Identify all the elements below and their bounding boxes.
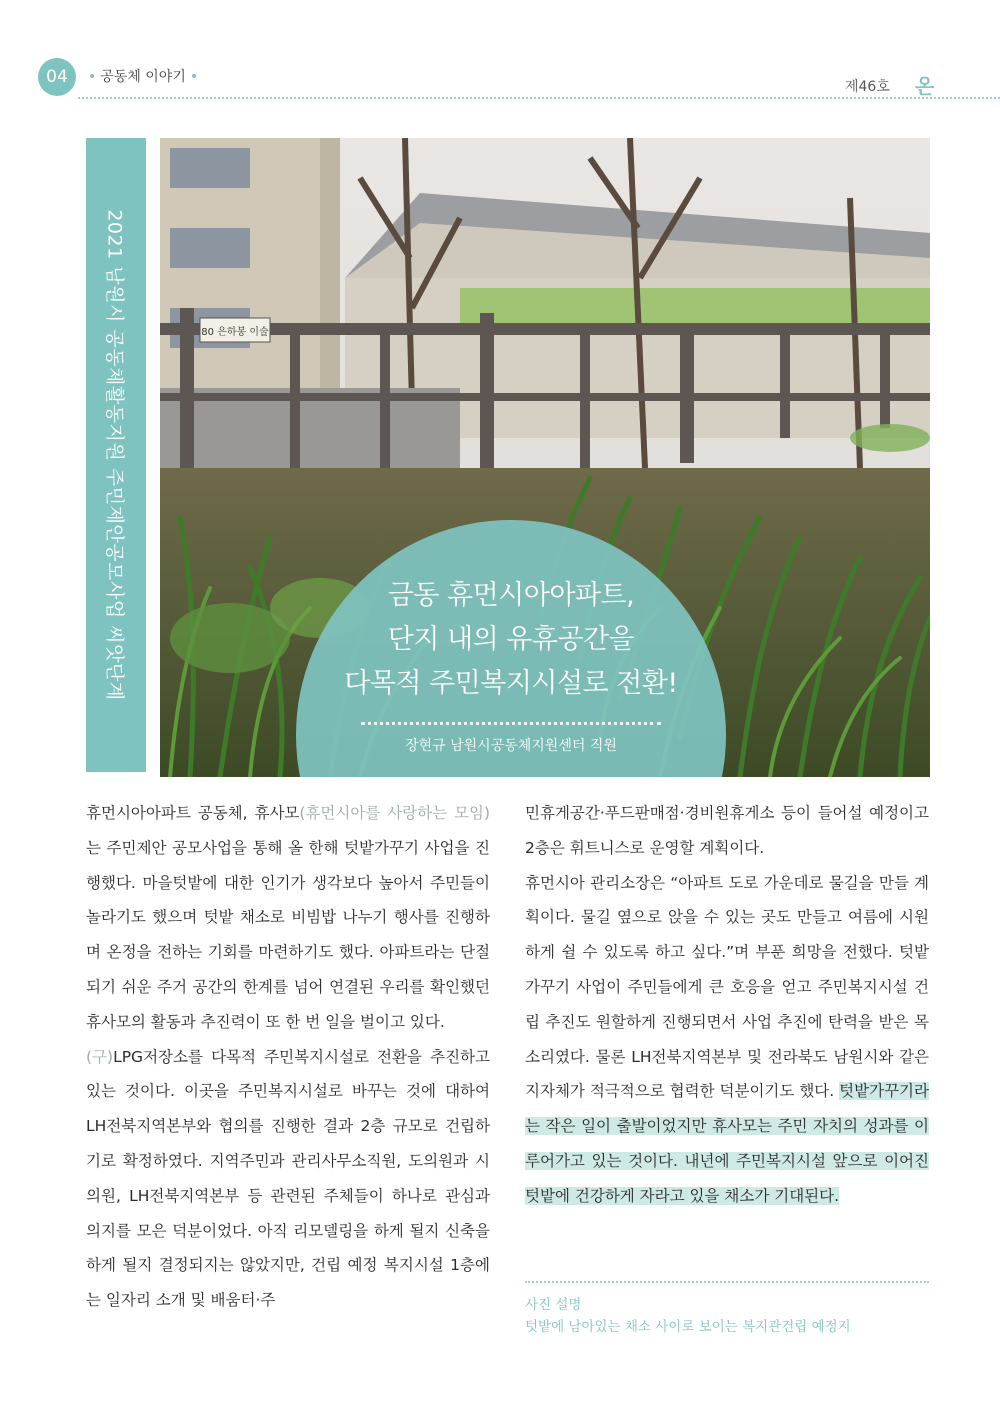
header-divider [78, 97, 1000, 99]
paragraph [86, 796, 490, 1040]
highlighted-text: 텃밭가꾸기라는 작은 일이 출발이었지만 휴사모는 주민 자치의 성과를 이루어가고 있는 것이다. 내년에 주민복지시설 앞으로 이어진 텃밭에 건강하게 자라고 있을 채소가 기대된다. [525, 1082, 929, 1205]
garden-sign-text: 80 은하봉 이술 [201, 327, 269, 338]
title-divider [361, 722, 661, 725]
paragraph [86, 1040, 490, 1318]
caption-divider [525, 1281, 929, 1283]
paragraph-text: 휴먼시아 관리소장은 “아파트 도로 가운데로 물길을 만들 계획이다. 물길 옆으로 앉을 수 있는 곳도 만들고 여름에 시원하게 쉴 수 있도록 하고 싶다.”며 부푼 희망을 전했다. 텃밭가꾸기 사업이 주민들에게 큰 호응을 얻고 주민복지시설 건립 추진도 원할하게 진행되면서 사업 추진에 탄력을 받은 목소리였다. 물론 LH전북지역본부 및 전라북도 남원시와 같은 지자체가 적극적으로 협력한 덕분이기도 했다. [525, 873, 929, 1101]
issue-number: 제46호 [845, 79, 890, 95]
body-column-right [525, 796, 929, 1214]
caption-text: 텃밭에 남아있는 채소 사이로 보이는 복지관건립 예정지 [525, 1319, 851, 1335]
bullet-icon: • [189, 69, 199, 85]
paragraph-text: LPG저장소를 다목적 주민복지시설로 전환을 추진하고 있는 것이다. 이곳을 주민복지시설로 바꾸는 것에 대하여 LH전북지역본부와 협의를 진행한 결과 2층 규모로 건립하기로 확정하였다. 지역주민과 관리사무소직원, 도의원과 시의원, LH전북지역본부 등 관련된 주체들이 하나로 관심과 의지를 모은 덕분이었다. 아직 리모델링을 하게 될지 신축을 하게 될지 결정되지는 않았지만, 건립 예정 복지시설 1층에는 일자리 소개 및 배움터·주 [86, 1047, 490, 1310]
aside-text: (구) [86, 1047, 114, 1066]
caption-title: 사진 설명 [525, 1297, 582, 1313]
bullet-icon: • [88, 69, 97, 85]
title-line-2: 단지 내의 유휴공간을 [387, 624, 635, 655]
paragraph [525, 866, 929, 1214]
title-line-1: 금동 휴먼시아아파트, [387, 580, 635, 611]
paragraph: 민휴게공간·푸드판매점·경비원휴게소 등이 들어설 예정이고 2층은 휘트니스로 운영할 계획이다. [525, 804, 929, 857]
paragraph-text: 는 주민제안 공모사업을 통해 올 한해 텃밭가꾸기 사업을 진행했다. 마을텃밭에 대한 인기가 생각보다 높아서 주민들이 놀라기도 했으며 텃밭 채소로 비빔밥 나누기 행사를 진행하며 온정을 전하는 기회를 마련하기도 했다. 아파트라는 단절되기 쉬운 주거 공간의 한계를 넘어 연결된 우리를 확인했던 휴사모의 활동과 추진력이 또 한 번 일을 벌이고 있다. [86, 838, 490, 1031]
article-title-block [296, 574, 726, 755]
magazine-logo: 온 [915, 74, 935, 98]
body-column-left [86, 796, 490, 1318]
series-side-band [86, 138, 146, 772]
section-title: 공동체 이야기 [100, 69, 186, 85]
title-line-3: 다목적 주민복지시설로 전환! [344, 668, 678, 699]
series-label: 2021 남원시 공동체활동지원 주민제안공모사업 씨앗단계 [103, 209, 126, 701]
section-label [84, 66, 202, 86]
paragraph-text: 휴먼시아아파트 공동체, 휴사모 [86, 804, 300, 822]
aside-text: (휴먼시아를 사랑하는 모임) [299, 804, 490, 822]
page-number-badge: 04 [38, 58, 76, 96]
article-author: 장현규 남원시공동체지원센터 직원 [405, 738, 617, 754]
